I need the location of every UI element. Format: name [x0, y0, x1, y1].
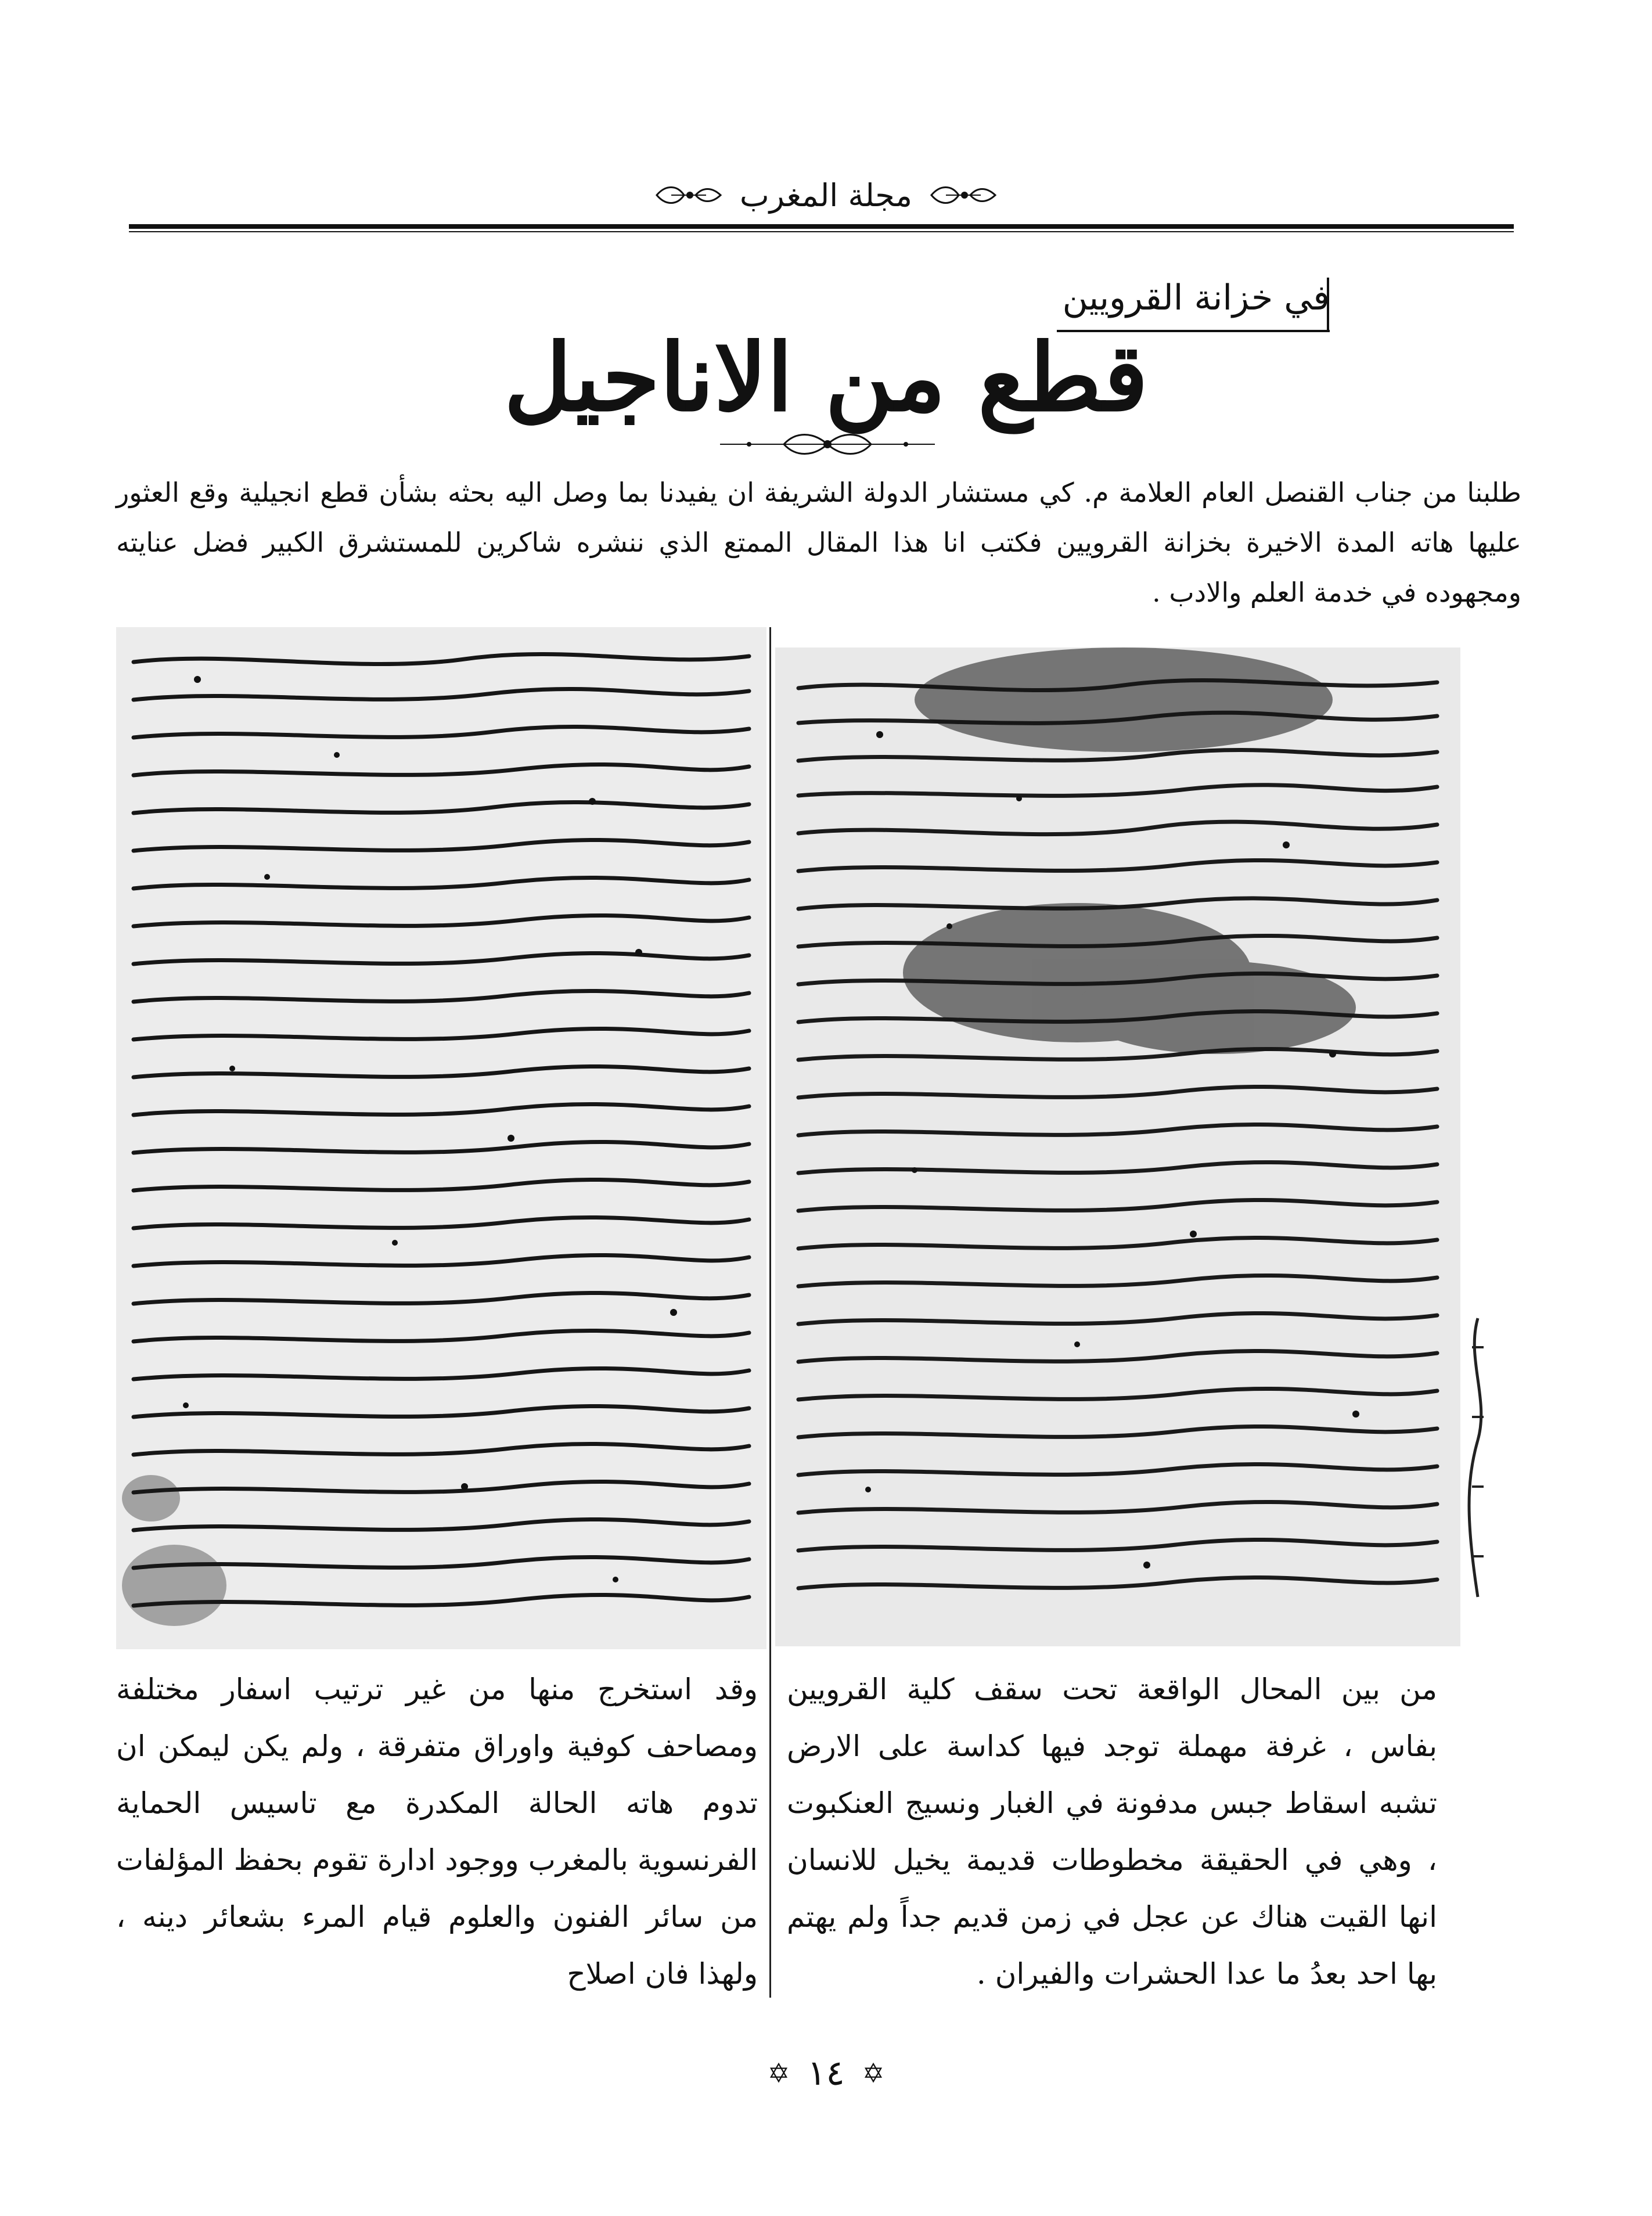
article-intro: طلبنا من جناب القنصل العام العلامة م. كي مستشار الدولة الشريفة ان يفيدنا بما وصل اليه بحثه بشأن قطع انجيلية وقع العثور عليها هاته المدة الاخيرة بخزانة القرويين فكتب انا هذا المقال الممتع الذي ننشره شاكرين للمستشرق الكبير فضل عنايته ومجهوده في خدمة العلم والادب .: [116, 477, 1521, 608]
manuscript-image-left: [116, 627, 766, 1649]
journal-title: مجلة المغرب: [739, 177, 913, 214]
body-paragraph-right: من بين المحال الواقعة تحت سقف كلية القرويين بفاس ، غرفة مهملة توجد فيها كداسة على الارض تشبه اسقاط جبس مدفونة في الغبار ونسيج العنكبوت ، وهي في الحقيقة مخطوطات قديمة يخيل للانسان انها القيت هناك عن عجل في زمن قديم جداً ولم يهتم بها احد بعدُ ما عدا الحشرات والفيران .: [787, 1672, 1437, 1991]
body-column-right: [787, 1661, 1437, 2002]
header-rule: [129, 224, 1514, 229]
header-rule-thin: [129, 231, 1514, 232]
running-header: [581, 172, 1071, 218]
manuscript-script-icon: [116, 627, 766, 1649]
section-label: في خزانة القرويين: [1057, 278, 1330, 332]
manuscript-image-right: [775, 647, 1460, 1646]
article-title: قطع من الاناجيل: [503, 323, 1149, 432]
title-ornament-icon: [714, 427, 941, 462]
star-icon: ✡: [767, 2057, 790, 2089]
body-paragraph-left: وقد استخرج منها من غير ترتيب اسفار مختلفة ومصاحف كوفية واوراق متفرقة ، ولم يكن ليمكن ان تدوم هاته الحالة المكدرة مع تاسيس الحماية الفرنسوية بالمغرب ووجود ادارة تقوم بحفظ المؤلفات من سائر الفنون والعلوم قيام المرء بشعائر دينه ، ولهذا فان اصلاح: [116, 1672, 758, 1991]
margin-annotation-icon: [1460, 1312, 1495, 1603]
ornament-left-icon: [654, 182, 724, 208]
column-divider: [769, 627, 771, 1998]
star-icon: ✡: [862, 2057, 885, 2089]
manuscript-script-icon: [775, 647, 1460, 1646]
body-column-left: [116, 1661, 758, 2002]
ornament-right-icon: [928, 182, 998, 208]
page-footer: [697, 2047, 955, 2099]
page-number: ١٤: [807, 2053, 845, 2093]
section-label-bracket: [1327, 278, 1329, 332]
